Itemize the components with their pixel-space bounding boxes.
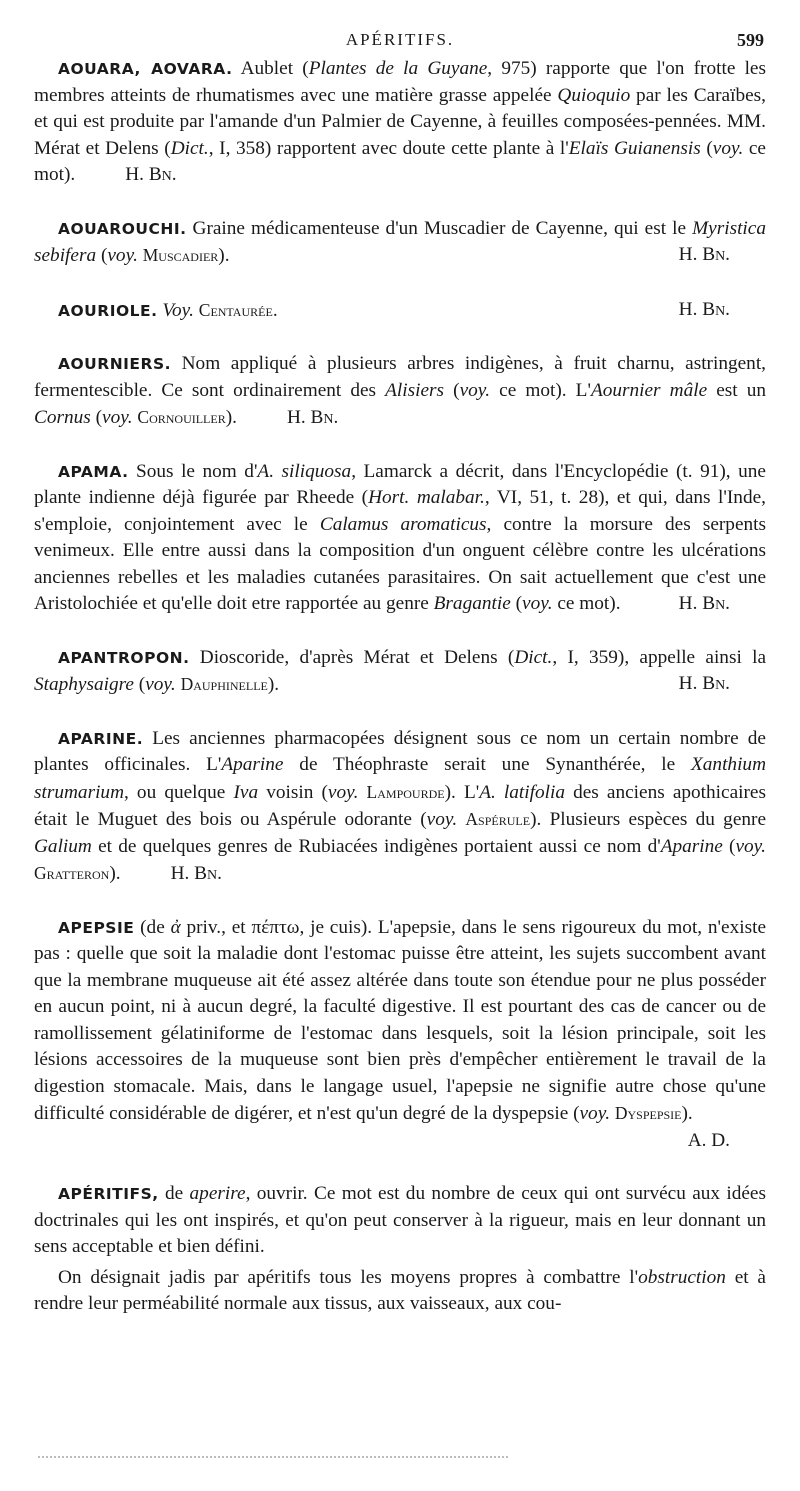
author-signature: H. Bn.	[170, 863, 222, 884]
running-title: APÉRITIFS.	[345, 30, 455, 49]
entry-text: APÉRITIFS, de aperire, ouvrir. Ce mot est du nombre de ceux qui ont survécu aux idées doctrinales qui les ont inspirés, et qu'on peut conserver à la rigueur, mais en leur donnant un sens acceptable et bien défini.	[34, 1183, 766, 1257]
entry-text: AOURIOLE. Voy. Centaurée. H. Bn.	[34, 297, 766, 325]
entry-text: APAMA. Sous le nom d'A. siliquosa, Lamarck a décrit, dans l'Encyclopédie (t. 91), une plante indienne déjà figurée par Rheede (Hort. malabar., VI, 51, t. 28), et qui, dans l'Inde, s'emploie, conjointement avec le Calamus aromaticus, contre la morsure des serpents venimeux. Elle entre aussi dans la composition d'un onguent célèbre contre les ulcérations anciennes rebelles et les maladies cutanées parasitaires. On sait actuellement que c'est une Aristolochiée et qu'elle doit etre rapportée au genre Bragantie (voy. ce mot). H. Bn.	[34, 459, 766, 618]
headword: APARINE.	[58, 729, 144, 748]
entry-aperitifs	[34, 1181, 766, 1318]
entry-aouarouchi	[34, 216, 766, 270]
author-signature: A. D.	[687, 1129, 730, 1151]
entry-text: AOURNIERS. Nom appliqué à plusieurs arbres indigènes, à fruit charnu, astringent, fermentescible. Ce sont ordinairement des Alisiers (voy. ce mot). L'Aournier mâle est un Cornus (voy. Cornouiller). H. Bn.	[34, 353, 766, 428]
footer-divider	[38, 1456, 508, 1458]
entry-text: APEPSIE (de ἀ priv., et πέπτω, je cuis). L'apepsie, dans le sens rigoureux du mot, n'existe pas : quelle que soit la maladie dont l'estomac puisse être atteint, les sujets succombent avant que la membrane muqueuse ait été assez altérée dans toute son étendue pour ne plus posséder en aucun point, ni à aucun degré, la faculté digestive. Il est pourtant des cas de cancer ou de ramollissement gélatiniforme de l'estomac dans lesquels, soit la lésion principale, soit les lésions accessoires de la muqueuse sont bien près d'empêcher entièrement le travail de la digestion stomacale. Mais, dans le langage usuel, l'apepsie ne signifie autre chose qu'une difficulté considérable de digérer, et n'est qu'un degré de la dyspepsie (voy. Dyspepsie). A. D.	[34, 915, 766, 1128]
entry-text: AOUARA, AOVARA. Aublet (Plantes de la Guyane, 975) rapporte que l'on frotte les membres atteints de rhumatismes avec une matière grasse appelée Quioquio par les Caraïbes, et qui est produite par l'amande d'un Palmier de Cayenne, à feuilles composées-pennées. MM. Mérat et Delens (Dict., I, 358) rapportent avec doute cette plante à l'Elaïs Guianensis (voy. ce mot). H. Bn.	[34, 58, 766, 185]
entry-text: AOUAROUCHI. Graine médicamenteuse d'un Muscadier de Cayenne, qui est le Myristica sebifera (voy. Muscadier). H. Bn.	[34, 216, 766, 270]
headword: APÉRITIFS,	[58, 1185, 159, 1203]
headword: APANTROPON.	[58, 648, 190, 667]
author-signature: H. Bn.	[678, 593, 730, 614]
headword: APAMA.	[58, 462, 129, 481]
entry-apepsie	[34, 915, 766, 1155]
author-signature: H. Bn.	[678, 673, 730, 694]
entry-aparine	[34, 726, 766, 888]
entry-aouara	[34, 56, 766, 189]
headword: AOUARA, AOVARA.	[58, 60, 233, 78]
entry-text: APARINE. Les anciennes pharmacopées désignent sous ce nom un certain nombre de plantes officinales. L'Aparine de Théophraste serait une Synanthérée, le Xanthium strumarium, ou quelque Iva voisin (voy. Lampourde). L'A. latifolia des anciens apothicaires était le Muguet des bois ou Aspérule odorante (voy. Aspérule). Plusieurs espèces du genre Galium et de quelques genres de Rubiacées indigènes portaient aussi ce nom d'Aparine (voy. Gratteron). H. Bn.	[34, 727, 767, 884]
author-signature: H. Bn.	[286, 407, 339, 428]
entry-text-continued: On désignait jadis par apéritifs tous les moyens propres à combattre l'obstruction et à rendre leur perméabilité normale aux tissus, aux vaisseaux, aux cou-	[34, 1266, 766, 1314]
headword: AOURIOLE.	[58, 301, 158, 320]
headword: AOURNIERS.	[58, 355, 172, 373]
headword: AOUAROUCHI.	[58, 219, 187, 238]
entry-aouriole	[34, 297, 766, 325]
author-signature: H. Bn.	[125, 164, 177, 185]
author-signature: H. Bn.	[678, 244, 730, 265]
entry-apantropon	[34, 645, 766, 699]
headword: APEPSIE	[58, 918, 135, 937]
entry-apama	[34, 459, 766, 618]
entry-text: APANTROPON. Dioscoride, d'après Mérat et Delens (Dict., I, 359), appelle ainsi la Staphysaigre (voy. Dauphinelle). H. Bn.	[34, 645, 766, 699]
entry-aourniers	[34, 351, 766, 432]
running-head	[34, 26, 766, 56]
page-number: 599	[737, 30, 764, 50]
author-signature: H. Bn.	[678, 298, 730, 320]
dictionary-page	[34, 26, 766, 1345]
